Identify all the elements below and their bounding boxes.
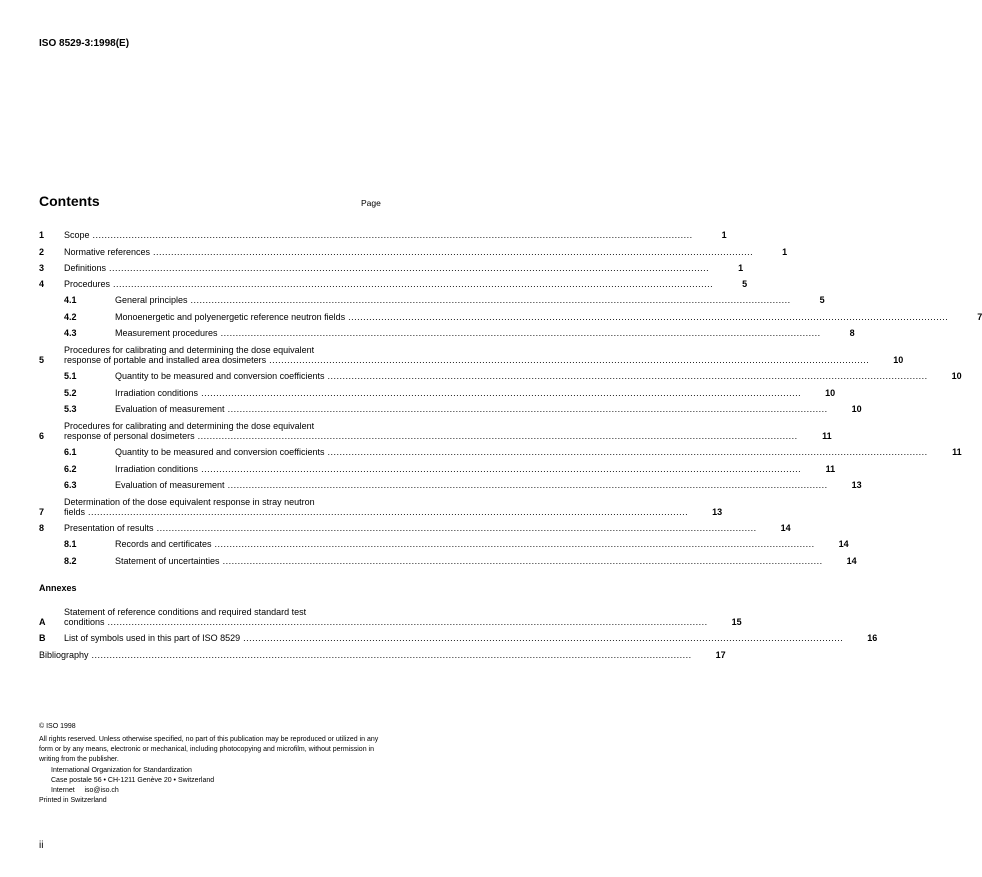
footer-page-number: ii [39,840,44,851]
toc-entry-label-line1: Determination of the dose equivalent response in stray neutron [64,496,315,507]
toc-entry-label: Presentation of results [64,523,154,534]
toc-entry-page: 10 [951,371,962,382]
toc-entry-number: 6.1 [64,447,77,458]
dot-leader: ........................................................................................................................................................................................................ [201,463,802,474]
toc-entry-number: B [39,633,46,644]
toc-entry-page: 1 [721,230,727,241]
dot-leader: ........................................................................................................................................................................................................ [227,403,828,414]
toc-entry-number: 7 [39,506,45,517]
toc-entry[interactable] [39,643,726,660]
toc-entry-number: 4.1 [64,295,77,306]
dot-leader: ........................................................................................................................................................................................................ [107,617,708,627]
toc-entry[interactable] [39,414,832,441]
toc-entry[interactable] [39,289,825,306]
toc-entry-page: 14 [780,523,791,534]
dot-leader: ........................................................................................................................................................................................................ [327,371,928,382]
toc-entry-number: 8.2 [64,555,77,566]
toc-entry-number: 5 [39,355,45,366]
toc-entry-label: response of personal dosimeters [64,430,195,441]
copyright-internet: Internet iso@iso.ch [51,787,119,794]
toc-entry-page: 14 [846,555,857,566]
toc-entry-number: 3 [39,262,45,273]
toc-entry-page: 7 [977,311,982,322]
toc-entry-number: 4 [39,279,45,290]
copyright-line: © ISO 1998 [39,723,76,730]
copyright-printed: Printed in Switzerland [39,797,107,804]
copyright-notice: All rights reserved. Unless otherwise specified, no part of this publication may be reproduced or utilized in any form or by any means, electronic or mechanical, including photocopying and microfilm, without permission in writing from the publisher. [39,736,379,763]
toc-entry-page: 5 [742,279,748,290]
dot-leader: ........................................................................................................................................................................................................ [109,262,710,273]
toc-entry-label: Bibliography [39,649,89,660]
toc-entry-label-line1: Procedures for calibrating and determining the dose equivalent [64,345,315,356]
annexes-list [39,600,878,660]
toc-entry[interactable] [39,517,791,534]
toc-entry-page: 15 [731,617,742,627]
toc-entry[interactable] [39,474,862,490]
toc-entry-page: 1 [782,246,788,257]
toc-entry[interactable] [39,240,788,257]
toc-entry-number: A [39,617,46,627]
toc-entry-label-line1: Statement of reference conditions and required standard test [64,607,307,617]
toc-entry[interactable] [39,305,982,322]
toc-entry[interactable] [39,457,836,474]
annexes-title: Annexes [39,583,77,593]
dot-leader: ........................................................................................................................................................................................................ [222,555,823,566]
toc-entry[interactable] [39,322,855,339]
toc-entry-number: 6.3 [64,479,77,490]
toc-entry-label: fields [64,506,86,517]
toc-entry-page: 1 [738,262,744,273]
dot-leader: ........................................................................................................................................................................................................ [92,230,693,241]
toc-entry-page: 13 [712,506,723,517]
toc-entry[interactable] [39,490,723,517]
toc-entry-label: Evaluation of measurement [115,479,225,490]
toc-entry-page: 17 [715,649,726,660]
dot-leader: ........................................................................................................................................................................................................ [201,387,802,398]
toc-entry-label: Normative references [64,246,151,257]
toc-entry-number: 2 [39,246,45,257]
toc-entry-label: Quantity to be measured and conversion coefficients [115,447,325,458]
toc-entry-page: 10 [893,355,904,366]
toc-entry[interactable] [39,627,878,644]
toc-entry[interactable] [39,600,742,627]
dot-leader: ........................................................................................................................................................................................................ [190,295,791,306]
copyright-address: Case postale 56 • CH-1211 Genève 20 • Switzerland [51,777,215,784]
toc-entry-label: Scope [64,230,90,241]
toc-entry-label: Irradiation conditions [115,387,199,398]
toc-entry-number: 1 [39,230,45,241]
toc-entry-number: 5.2 [64,387,77,398]
toc-entry[interactable] [39,549,857,566]
toc-entry-page: 10 [851,403,862,414]
toc-entry-label: Statement of uncertainties [115,555,220,566]
copyright-block [39,722,384,806]
toc-entry-page: 14 [838,539,849,550]
toc-entry[interactable] [39,441,962,458]
toc-entry-page: 11 [952,447,962,458]
toc-entry-number: 4.2 [64,311,77,322]
toc-entry-number: 6.2 [64,463,77,474]
toc-entry-label-line1: Procedures for calibrating and determining the dose equivalent [64,420,315,431]
contents-title: Contents [39,193,100,209]
toc-entry-label: Definitions [64,262,107,273]
toc-entry-label: General principles [115,295,188,306]
toc-entry-page: 11 [822,430,832,441]
toc-entry-number: 5.3 [64,403,77,414]
toc-entry[interactable] [39,338,904,366]
toc-entry-page: 5 [819,295,825,306]
dot-leader: ........................................................................................................................................................................................................ [348,311,949,322]
toc-entry[interactable] [39,273,748,290]
document-id: ISO 8529-3:1998(E) [39,38,130,49]
copyright-org: International Organization for Standardization [51,767,192,774]
dot-leader: ........................................................................................................................................................................................................ [91,649,692,660]
toc-entry-number: 6 [39,430,45,441]
toc-entry[interactable] [39,257,744,273]
toc-entry[interactable] [39,398,862,414]
toc-entry-label: Irradiation conditions [115,463,199,474]
toc-entry-label: List of symbols used in this part of ISO 8529 [64,633,241,644]
toc-entry[interactable] [39,224,727,241]
toc-entry-label: Measurement procedures [115,328,218,339]
toc-entry-label: Quantity to be measured and conversion coefficients [115,371,325,382]
dot-leader: ........................................................................................................................................................................................................ [269,355,870,366]
toc-entry-label: Monoenergetic and polyenergetic reference neutron fields [115,311,346,322]
toc-entry-number: 8.1 [64,539,77,550]
dot-leader: ........................................................................................................................................................................................................ [153,246,754,257]
table-of-contents [39,224,982,566]
dot-leader: ........................................................................................................................................................................................................ [227,479,828,490]
toc-entry-label: Procedures [64,279,111,290]
toc-entry-page: 16 [867,633,878,644]
dot-leader: ........................................................................................................................................................................................................ [214,539,815,550]
dot-leader: ........................................................................................................................................................................................................ [197,430,798,441]
toc-entry-page: 11 [825,463,836,474]
toc-entry-number: 4.3 [64,328,77,339]
toc-entry-page: 10 [825,387,836,398]
toc-entry-label: Evaluation of measurement [115,403,225,414]
toc-entry-label: conditions [64,617,105,627]
toc-entry[interactable] [39,365,962,382]
dot-leader: ........................................................................................................................................................................................................ [156,523,757,534]
dot-leader: ........................................................................................................................................................................................................ [220,328,821,339]
dot-leader: ........................................................................................................................................................................................................ [113,279,714,290]
toc-entry-number: 5.1 [64,371,77,382]
dot-leader: ........................................................................................................................................................................................................ [243,633,844,644]
dot-leader: ........................................................................................................................................................................................................ [327,447,928,458]
toc-entry-page: 8 [849,328,855,339]
toc-entry[interactable] [39,381,836,398]
page-column-label: Page [361,198,381,208]
dot-leader: ........................................................................................................................................................................................................ [88,506,689,517]
toc-entry-label: response of portable and installed area dosimeters [64,355,267,366]
toc-entry-label: Records and certificates [115,539,212,550]
toc-entry[interactable] [39,533,849,550]
toc-entry-number: 8 [39,523,45,534]
toc-entry-page: 13 [851,479,862,490]
